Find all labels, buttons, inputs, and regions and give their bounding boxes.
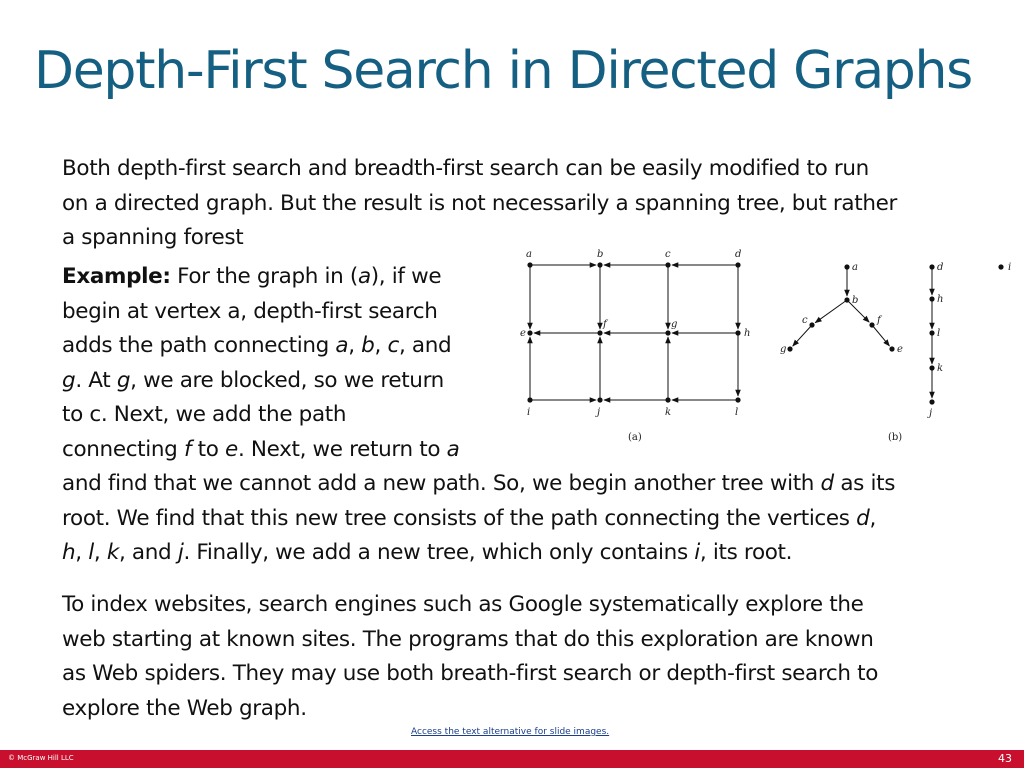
footer-bar [0, 750, 1024, 768]
intro-line: on a directed graph. But the result is not necessarily a spanning tree, but rather [62, 190, 897, 216]
graph-b-vertex-d [929, 264, 934, 269]
text-run: , [93, 540, 107, 565]
directed-graph-a [520, 249, 750, 418]
graph-b-vertex-label: b [852, 295, 859, 306]
graph-b-vertex-b [844, 297, 849, 302]
text-run: ), if we [370, 264, 442, 289]
graph-b-vertex-label: a [852, 262, 858, 273]
text-run: , [75, 540, 89, 565]
graph-a-vertex-label: a [526, 249, 532, 260]
text-run: l [88, 540, 94, 565]
text-run: , and [398, 333, 452, 358]
graph-a-vertex-label: e [520, 328, 526, 339]
text-run: adds the path connecting [62, 333, 336, 358]
text-run: j [177, 540, 184, 565]
example-line [62, 502, 895, 537]
graph-b-vertex-label: l [937, 328, 941, 339]
slide-number: 43 [998, 752, 1012, 765]
text-run: . At [75, 367, 117, 393]
graph-b-vertex-k [929, 365, 934, 370]
websearch-line: explore the Web graph. [62, 695, 307, 721]
text-run: g [62, 367, 76, 393]
text-run: a [335, 333, 349, 358]
graph-a-vertex-label: b [597, 249, 604, 260]
graph-a-vertex-c [665, 262, 670, 267]
graph-a-vertex-j [597, 397, 602, 402]
graph-a-vertex-b [597, 262, 602, 267]
edge [872, 325, 889, 346]
graph-b-vertex-label: i [1008, 262, 1012, 273]
text-run: , we are blocked, so we return [130, 367, 444, 393]
text-run: h [62, 540, 76, 565]
intro-paragraph [62, 152, 897, 256]
graph-a-vertex-i [527, 397, 532, 402]
graph-a-vertex-g [665, 330, 670, 335]
text-run: a [357, 264, 371, 289]
text-run: , its root. [699, 540, 793, 565]
graph-a-vertex-d [735, 262, 740, 267]
example-line: to c. Next, we add the path [62, 402, 347, 427]
text-run: , [374, 333, 388, 358]
text-run: root. We find that this new tree consists of the path connecting the vertices [62, 505, 857, 531]
slide-title: Depth-First Search in Directed Graphs [34, 41, 972, 101]
example-line [62, 536, 895, 571]
graph-b-vertex-l [929, 330, 934, 335]
graph-a-vertex-h [735, 330, 740, 335]
text-run: and find that we cannot add a new path. So, we begin another tree with [62, 471, 821, 496]
text-run: f [183, 436, 192, 462]
graph-b-vertex-g [787, 346, 792, 351]
graph-a-vertex-label: i [527, 407, 531, 418]
graph-b-vertex-label: c [802, 315, 808, 326]
graph-a-vertex-label: f [603, 319, 607, 330]
text-alternative-link[interactable]: Access the text alternative for slide images. [411, 727, 610, 737]
intro-line: Both depth-first search and breadth-first search can be easily modified to run [62, 156, 869, 181]
graph-b-vertex-h [929, 296, 934, 301]
text-run: as its [833, 471, 896, 496]
copyright-text: © McGraw Hill LLC [8, 754, 74, 762]
graph-b-vertex-label: f [877, 315, 881, 326]
text-run: For the graph in ( [170, 264, 358, 289]
websearch-line: To index websites, search engines such as Google systematically explore the [62, 592, 864, 617]
graph-a-vertex-e [527, 330, 532, 335]
websearch-paragraph [62, 588, 878, 726]
text-run: e [225, 436, 238, 462]
graph-a-vertex-a [527, 262, 532, 267]
graph-b-vertex-label: k [937, 363, 944, 374]
graph-b-vertex-e [889, 346, 894, 351]
caption-b: (b) [888, 432, 903, 443]
graph-a-vertex-label: k [665, 407, 672, 418]
text-run: a [446, 436, 460, 462]
text-run: . Next, we return to [237, 436, 447, 462]
graph-a-vertex-k [665, 397, 670, 402]
text-run: . Finally, we add a new tree, which only contains [183, 540, 695, 565]
text-run: c [387, 333, 399, 358]
graph-figure [510, 245, 1020, 450]
graph-a-vertex-f [597, 330, 602, 335]
graph-b-vertex-label: d [937, 262, 944, 273]
example-label: Example: [62, 264, 171, 289]
graph-a-vertex-label: c [665, 249, 671, 260]
graph-b-vertex-label: h [937, 294, 944, 305]
websearch-line: as Web spiders. They may use both breath-first search or depth-first search to [62, 661, 879, 686]
graph-b-vertex-c [809, 322, 814, 327]
graph-b-vertex-i [998, 264, 1003, 269]
text-run: i [694, 540, 700, 565]
spanning-forest-b [780, 262, 1011, 419]
text-run: , [869, 505, 876, 531]
graph-b-vertex-f [869, 322, 874, 327]
graph-a-vertex-label: d [735, 249, 742, 260]
graph-a-vertex-label: h [744, 328, 751, 339]
graph-b-vertex-label: e [897, 344, 903, 355]
text-run: to [191, 436, 226, 462]
graph-a-vertex-label: l [735, 407, 739, 418]
intro-line: a spanning forest [62, 225, 244, 250]
graph-b-vertex-label: j [929, 408, 933, 419]
graph-a-vertex-label: g [671, 319, 678, 330]
text-run: k [106, 540, 119, 565]
example-line [62, 467, 895, 502]
example-line: begin at vertex a, depth-first search [62, 298, 438, 324]
graph-a-vertex-l [735, 397, 740, 402]
caption-a: (a) [628, 432, 642, 443]
text-run: , [348, 333, 362, 358]
edge [793, 325, 812, 346]
text-run: b [361, 333, 375, 358]
text-run: connecting [62, 436, 184, 462]
text-run: g [116, 367, 131, 393]
text-run: d [856, 505, 870, 531]
graph-b-vertex-label: g [780, 344, 787, 355]
text-run: , and [118, 540, 178, 565]
graph-b-vertex-j [929, 399, 934, 404]
graph-a-vertex-label: j [597, 407, 601, 418]
graph-b-vertex-a [844, 264, 849, 269]
edge [815, 300, 847, 323]
websearch-line: web starting at known sites. The programs that do this exploration are known [62, 626, 874, 652]
text-run: d [820, 471, 834, 496]
